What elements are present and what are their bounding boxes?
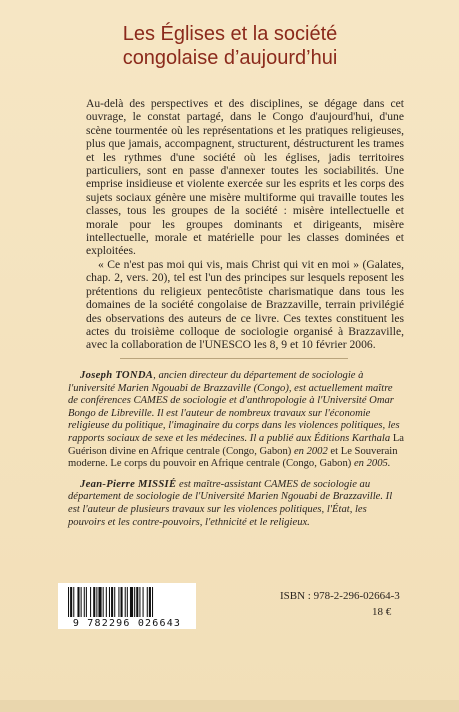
barcode-bar bbox=[103, 587, 104, 617]
bottom-strip bbox=[0, 700, 459, 712]
barcode-bar bbox=[136, 587, 138, 617]
barcode-bar bbox=[81, 587, 82, 617]
author-bios bbox=[68, 370, 404, 537]
blurb-paragraph-1: Au-delà des perspectives et des disciplines, se dégage dans cet ouvrage, le constat partagé, dans le Congo d'aujourd'hui, d'une scène tourmentée où les représentations et les pratiques religieuses, plus que jamais, accompagnent, structurent, déstructurent les trames et les rythmes d'une société où les églises, jadis territoires particuliers, sont en passe d'annexer toutes les sociabilités. Une emprise insidieuse et violente exercée sur les esprits et les corps des sujets sociaux génère une misère multiforme qui travaille toutes les classes, tous les groupes de la société : misère intellectuelle et morale pour les groupes dominants et dirigeants, misère intellectuelle, morale et matérielle pour les classes dominées et exploitées. bbox=[86, 97, 404, 258]
barcode-bar bbox=[121, 587, 123, 617]
author-bio-1-year-2: en 2005. bbox=[353, 458, 391, 470]
blurb bbox=[86, 97, 404, 352]
barcode-bar bbox=[125, 587, 126, 617]
isbn: ISBN : 978-2-296-02664-3 bbox=[280, 590, 400, 602]
barcode-bar bbox=[118, 587, 119, 617]
author-bio-1-year-1: en 2002 bbox=[293, 445, 328, 457]
barcode-bar bbox=[130, 587, 133, 617]
author-name-1: Joseph TONDA bbox=[80, 370, 154, 381]
barcode-bar bbox=[84, 587, 85, 617]
barcode-bar bbox=[70, 587, 72, 617]
author-book-1: La Guérison divine en Afrique centrale (Congo, Gabon) bbox=[68, 432, 404, 457]
price: 18 € bbox=[372, 606, 392, 618]
barcode-bar bbox=[139, 587, 140, 617]
barcode-bar bbox=[134, 587, 135, 617]
author-bio-2 bbox=[68, 479, 404, 529]
barcode-digits: 9 782296 026643 bbox=[72, 618, 182, 629]
barcode-bar bbox=[106, 587, 107, 617]
author-book-2: Le Souverain moderne. Le corps du pouvoir en Afrique centrale (Congo, Gabon) bbox=[68, 445, 398, 470]
barcode-bar bbox=[96, 587, 97, 617]
author-name-2: Jean-Pierre MISSIÉ bbox=[80, 478, 177, 490]
barcode-bar bbox=[114, 587, 115, 617]
barcode-bar bbox=[77, 587, 79, 617]
barcode-bar bbox=[86, 587, 87, 617]
author-bio-2-text: est maître-assistant CAMES de sociologie au département de sociologie de l'Université Marien Ngouabi de Brazzaville. Il est l'auteur de plusieurs travaux sur les violences politiques, l'État, les pouvoirs et les contre-pouvoirs, l'ethnicité et le religieux. bbox=[68, 478, 393, 528]
barcode-bar bbox=[98, 587, 101, 617]
blurb-paragraph-2: « Ce n'est pas moi qui vis, mais Christ qui vit en moi » (Galates, chap. 2, vers. 20), tel est l'un des principes sur lesquels reposent les prétentions du religieux pentecôtiste charismatique dans tous les domaines de la société congolaise de Brazzaville, terrain privilégié des observations des auteurs de ce livre. Ces textes constituent les actes du troisième colloque de sociologie organisé à Brazzaville, avec la collaboration de l'UNESCO les 8, 9 et 10 février 2006. bbox=[86, 257, 404, 352]
barcode-bar bbox=[143, 587, 144, 617]
barcode bbox=[58, 583, 196, 629]
barcode-bar bbox=[152, 587, 153, 617]
book-title bbox=[30, 22, 430, 70]
barcode-bar bbox=[90, 587, 91, 617]
divider bbox=[120, 358, 348, 359]
barcode-bar bbox=[68, 587, 69, 617]
barcode-bar bbox=[109, 587, 110, 617]
barcode-bar bbox=[111, 587, 113, 617]
barcode-bars bbox=[66, 587, 188, 617]
book-title-line-1: Les Églises et la société bbox=[122, 23, 338, 45]
barcode-bar bbox=[93, 587, 95, 617]
barcode-bar bbox=[73, 587, 74, 617]
author-bio-1-and: et bbox=[327, 445, 341, 457]
author-bio-1-text: , ancien directeur du département de sociologie à l'université Marien Ngouabi de Brazzaville (Congo), est actuellement maître de conférences CAMES de sociologie et d'anthropologie à l'Université Omar Bongo de Libreville. Il est l'auteur de nombreux travaux sur l'économie religieuse du politique, l'imaginaire du corps dans les violences politiques, les rapports sociaux de sexe et les médecines. Il a publié aux Éditions Karthala bbox=[68, 370, 400, 444]
book-title-line-2: congolaise d’aujourd’hui bbox=[122, 47, 338, 69]
barcode-bar bbox=[127, 587, 128, 617]
barcode-bar bbox=[149, 587, 151, 617]
barcode-bar bbox=[147, 587, 148, 617]
author-bio-1 bbox=[68, 370, 404, 471]
